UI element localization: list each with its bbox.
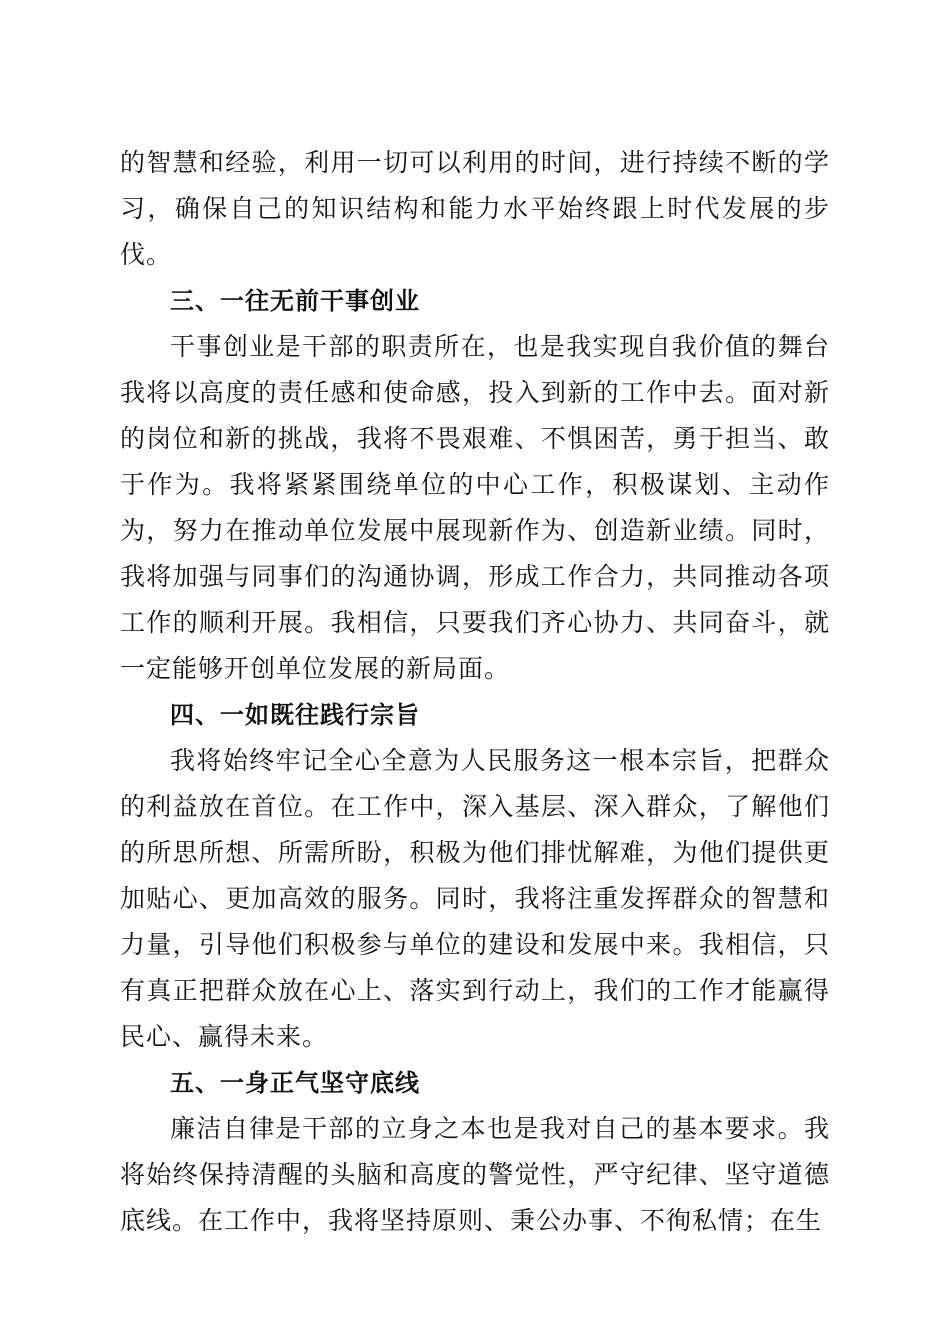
paragraph-section-5: 廉洁自律是干部的立身之本也是我对自己的基本要求。我将始终保持清醒的头脑和高度的警觉性，严守纪律、坚守道德底线。在工作中，我将坚持原则、秉公办事、不徇私情；在生 [120, 1114, 830, 1235]
paragraph-section-4: 我将始终牢记全心全意为人民服务这一根本宗旨，把群众的利益放在首位。在工作中，深入基层、深入群众，了解他们的所思所想、所需所盼，积极为他们排忧解难，为他们提供更加贴心、更加高效的服务。同时，我将注重发挥群众的智慧和力量，引导他们积极参与单位的建设和发展中来。我相信，只有真正把群众放在心上、落实到行动上，我们的工作才能赢得民心、赢得未来。 [120, 746, 830, 1051]
paragraph-continued: 的智慧和经验，利用一切可以利用的时间，进行持续不断的学习，确保自己的知识结构和能力水平始终跟上时代发展的步伐。 [120, 148, 830, 269]
section-heading-3: 三、一往无前干事创业 [170, 287, 420, 315]
section-heading-5: 五、一身正气坚守底线 [170, 1069, 420, 1097]
section-heading-4: 四、一如既往践行宗旨 [170, 701, 420, 729]
document-body [120, 140, 830, 1244]
paragraph-section-3: 干事创业是干部的职责所在，也是我实现自我价值的舞台我将以高度的责任感和使命感，投入到新的工作中去。面对新的岗位和新的挑战，我将不畏艰难、不惧困苦，勇于担当、敢于作为。我将紧紧围绕单位的中心工作，积极谋划、主动作为，努力在推动单位发展中展现新作为、创造新业绩。同时，我将加强与同事们的沟通协调，形成工作合力，共同推动各项工作的顺利开展。我相信，只要我们齐心协力、共同奋斗，就一定能够开创单位发展的新局面。 [120, 332, 830, 683]
